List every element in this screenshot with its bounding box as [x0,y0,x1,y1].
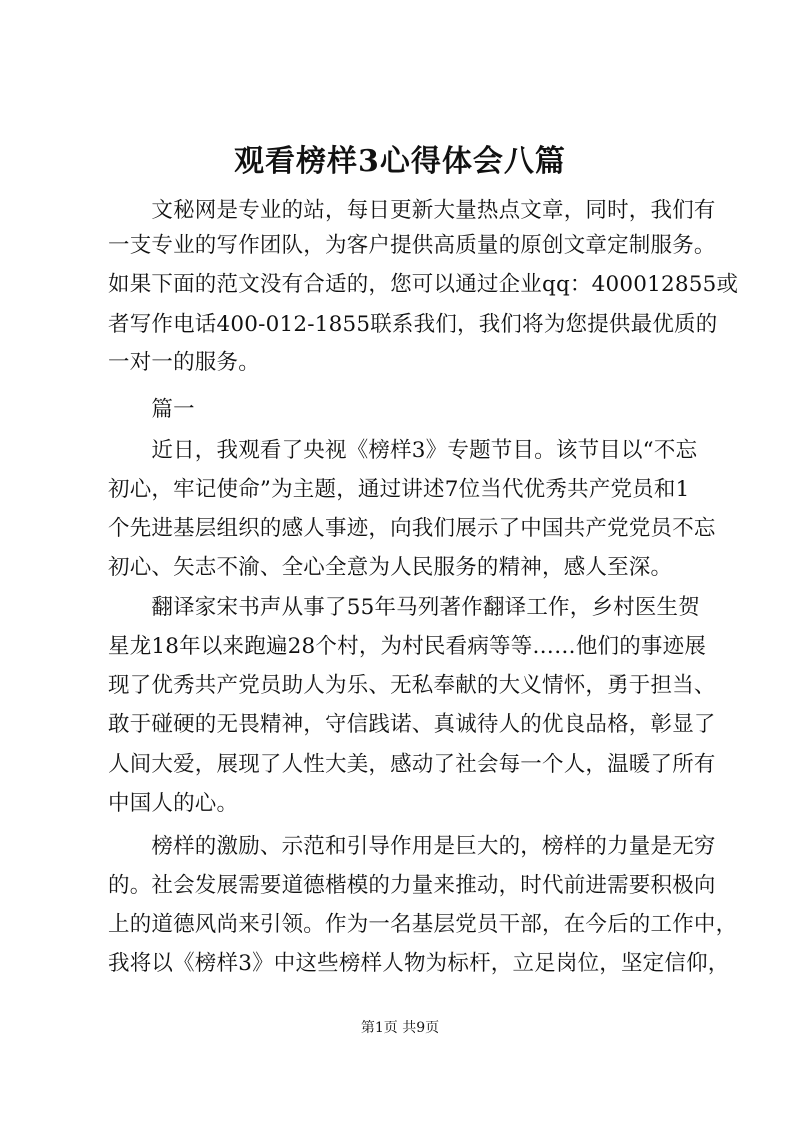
body-line: 榜样的激励、示范和引导作用是巨大的，榜样的力量是无穷 [108,834,716,859]
body-line: 现了优秀共产党员助人为乐、无私奉献的大义情怀，勇于担当、 [108,673,716,698]
body-line: 中国人的心。 [108,791,239,816]
body-line: 如果下面的范文没有合适的，您可以通过企业qq：400012855或 [108,272,739,297]
body-line: 星龙18年以来跑遍28个村，为村民看病等等……他们的事迹展 [108,634,707,659]
body-line: 者写作电话400-012-1855联系我们，我们将为您提供最优质的 [108,312,718,337]
body-line: 人间大爱，展现了人性大美，感动了社会每一个人，温暖了所有 [108,752,716,777]
body-line: 翻译家宋书声从事了55年马列著作翻译工作，乡村医生贺 [108,595,700,620]
body-line: 初心，牢记使命”为主题，通过讲述7位当代优秀共产党员和1 [108,477,690,502]
body-line: 敢于碰硬的无畏精神，守信践诺、真诚待人的优良品格，彰显了 [108,712,716,737]
body-line: 我将以《榜样3》中这些榜样人物为标杆，立足岗位，坚定信仰， [108,951,730,976]
body-line: 一对一的服务。 [108,350,260,375]
body-line: 初心、矢志不渝、全心全意为人民服务的精神，感人至深。 [108,555,673,580]
body-line: 文秘网是专业的站，每日更新大量热点文章，同时，我们有 [108,198,716,223]
body-line: 一支专业的写作团队，为客户提供高质量的原创文章定制服务。 [108,233,716,258]
page-footer: 第1页 共9页 [360,1020,440,1036]
body-line: 个先进基层组织的感人事迹，向我们展示了中国共产党党员不忘 [108,516,716,541]
body-line: 近日，我观看了央视《榜样3》专题节目。该节目以“不忘 [108,438,698,463]
body-line: 上的道德风尚来引领。作为一名基层党员干部，在今后的工作中， [108,912,738,937]
document-title: 观看榜样3心得体会八篇 [234,144,566,179]
body-line: 的。社会发展需要道德楷模的力量来推动，时代前进需要积极向 [108,873,716,898]
section-heading: 篇一 [108,397,195,422]
